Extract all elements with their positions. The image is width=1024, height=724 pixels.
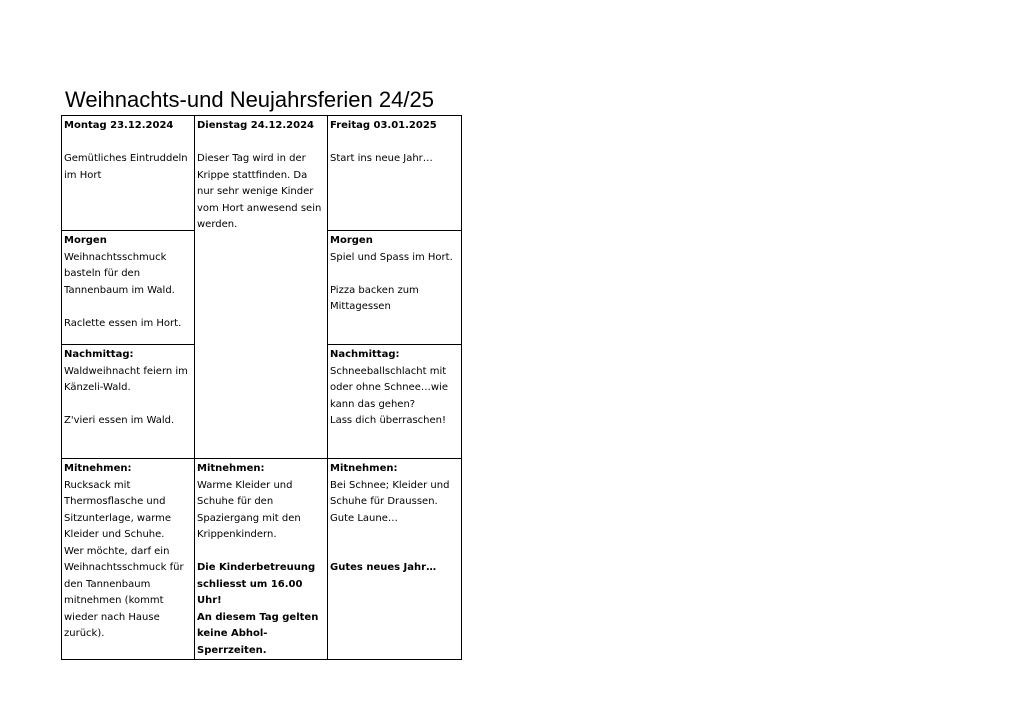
monday-afternoon-cell <box>62 345 195 459</box>
friday-morning-text <box>330 250 459 316</box>
friday-intro-cell <box>328 116 462 231</box>
text-line: Kleider und Schuhe. <box>64 529 165 540</box>
text-line: Känzeli-Wald. <box>64 382 131 393</box>
friday-morning-cell <box>328 231 462 345</box>
monday-bring-heading: Mitnehmen: <box>64 463 132 474</box>
tuesday-bring-text <box>197 478 325 561</box>
text-line: mitnehmen (kommt <box>64 595 164 606</box>
text-line <box>64 135 192 152</box>
text-line: Sitzunterlage, warme <box>64 512 172 524</box>
text-line: Bei Schnee; Kleider und <box>330 479 450 491</box>
text-line: Raclette essen im Hort. <box>64 317 182 329</box>
text-line: Thermosflasche und <box>64 496 166 507</box>
schedule-table <box>61 115 462 660</box>
tuesday-notice <box>197 560 325 659</box>
friday-bring-text <box>330 478 459 561</box>
text-line: Start ins neue Jahr… <box>330 153 433 164</box>
text-line: oder ohne Schnee…wie <box>330 382 448 393</box>
text-line: den Tannenbaum <box>64 578 151 590</box>
text-line <box>64 397 192 414</box>
monday-bring-cell <box>62 459 195 660</box>
text-line: werden. <box>197 219 238 230</box>
text-line: Schuhe für Draussen. <box>330 496 438 507</box>
friday-afternoon-heading: Nachmittag: <box>330 349 400 360</box>
text-line: Krippenkindern. <box>197 529 277 540</box>
text-line: Schuhe für den <box>197 496 274 507</box>
friday-closing: Gutes neues Jahr… <box>330 562 437 573</box>
text-line: An diesem Tag gelten <box>197 611 319 623</box>
table-row <box>62 116 462 231</box>
friday-intro-text <box>330 135 459 168</box>
monday-morning-heading: Morgen <box>64 235 107 246</box>
text-line: Tannenbaum im Wald. <box>64 284 175 296</box>
monday-bring-text <box>64 478 192 643</box>
text-line: keine Abhol-Sperrzeiten. <box>197 628 268 656</box>
tuesday-bring-cell <box>195 459 328 660</box>
text-line: zurück). <box>64 628 105 639</box>
text-line: Gute Laune… <box>330 512 398 524</box>
text-line: Wer möchte, darf ein <box>64 545 170 557</box>
monday-morning-text <box>64 250 192 333</box>
text-line: Krippe stattfinden. Da <box>197 169 308 181</box>
text-line: Z'vieri essen im Wald. <box>64 415 175 426</box>
tuesday-intro-text <box>197 135 325 234</box>
text-line: basteln für den <box>64 268 141 279</box>
text-line: Pizza backen zum <box>330 284 419 296</box>
text-line: vom Hort anwesend sein <box>197 202 322 214</box>
tuesday-bring-heading: Mitnehmen: <box>197 463 265 474</box>
text-line: schliesst um 16.00 Uhr! <box>197 578 303 606</box>
text-line <box>330 266 459 283</box>
friday-heading: Freitag 03.01.2025 <box>330 120 437 131</box>
monday-afternoon-text <box>64 364 192 430</box>
text-line: Spiel und Spass im Hort. <box>330 251 453 263</box>
text-line: Weihnachtsschmuck für <box>64 562 184 573</box>
monday-intro-cell <box>62 116 195 231</box>
text-line <box>330 544 459 561</box>
monday-intro-text <box>64 135 192 185</box>
text-line: nur sehr wenige Kinder <box>197 186 314 197</box>
text-line: Die Kinderbetreuung <box>197 562 316 573</box>
text-line <box>64 299 192 316</box>
tuesday-intro-cell <box>195 116 328 459</box>
text-line: Mittagessen <box>330 301 391 312</box>
text-line: Schneeballschlacht mit <box>330 365 447 377</box>
text-line: kann das gehen? <box>330 398 416 410</box>
text-line: wieder nach Hause <box>64 611 160 623</box>
text-line: Dieser Tag wird in der <box>197 153 306 164</box>
text-line: Warme Kleider und <box>197 479 293 491</box>
friday-morning-heading: Morgen <box>330 235 373 246</box>
friday-afternoon-cell <box>328 345 462 459</box>
monday-afternoon-heading: Nachmittag: <box>64 349 134 360</box>
monday-morning-cell <box>62 231 195 345</box>
text-line <box>330 135 459 152</box>
friday-afternoon-text <box>330 364 459 430</box>
monday-heading: Montag 23.12.2024 <box>64 120 174 131</box>
text-line: Rucksack mit <box>64 479 131 491</box>
text-line: Spaziergang mit den <box>197 512 301 524</box>
tuesday-heading: Dienstag 24.12.2024 <box>197 120 315 131</box>
text-line: Lass dich überraschen! <box>330 415 446 426</box>
text-line <box>330 527 459 544</box>
friday-bring-cell <box>328 459 462 660</box>
text-line: Gemütliches Eintruddeln <box>64 153 188 164</box>
friday-bring-heading: Mitnehmen: <box>330 463 398 474</box>
text-line: im Hort <box>64 169 102 181</box>
text-line <box>197 544 325 561</box>
page-title: Weihnachts-und Neujahrsferien 24/25 <box>65 87 434 112</box>
text-line: Waldweihnacht feiern im <box>64 365 188 377</box>
text-line: Weihnachtsschmuck <box>64 251 167 263</box>
text-line <box>197 135 325 152</box>
table-row <box>62 459 462 660</box>
